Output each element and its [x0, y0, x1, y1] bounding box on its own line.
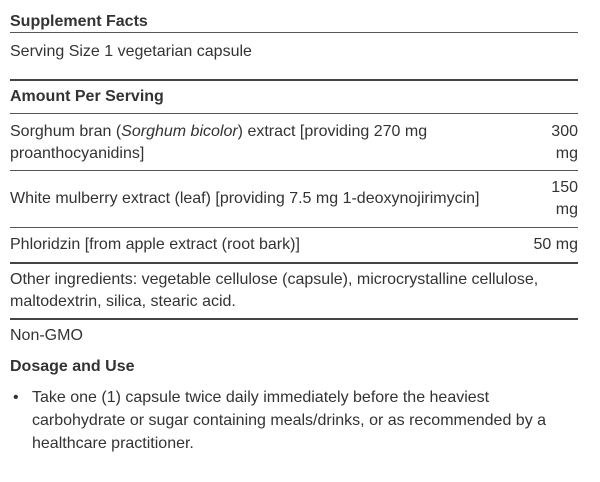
list-item [10, 386, 572, 455]
ingredient-name: Phloridzin [from apple extract (root bark)] [10, 236, 300, 253]
latin-name: Sorghum bicolor [121, 123, 238, 140]
ingredient-amount: 300 mg [551, 123, 578, 162]
serving-size: Serving Size 1 vegetarian capsule [10, 43, 252, 60]
supplement-facts-panel [10, 0, 578, 455]
ingredient-row [10, 228, 578, 262]
ingredient-name: White mulberry extract (leaf) [providing 7.5 mg 1-deoxynojirimycin] [10, 190, 480, 207]
other-ingredients: Other ingredients: vegetable cellulose (capsule), microcrystalline cellulose, maltodextrin, silica, stearic acid. [10, 271, 539, 310]
ingredient-row [10, 114, 578, 170]
ingredient-amount: 150 mg [551, 179, 578, 218]
bullet-icon: • [13, 389, 19, 406]
non-gmo-label: Non-GMO [10, 327, 83, 344]
ingredient-name: Sorghum bran (Sorghum bicolor) extract [providing 270 mg proanthocyanidins] [10, 123, 428, 162]
ingredient-row [10, 171, 578, 227]
dosage-text: Take one (1) capsule twice daily immediately before the heaviest carbohydrate or sugar containing meals/drinks, or as recommended by a healthcare practitioner. [32, 389, 547, 452]
dosage-heading: Dosage and Use [10, 358, 135, 375]
ingredient-amount: 50 mg [533, 236, 578, 253]
dosage-list [10, 386, 578, 455]
amount-per-serving-header: Amount Per Serving [10, 88, 164, 105]
panel-title: Supplement Facts [10, 13, 148, 30]
